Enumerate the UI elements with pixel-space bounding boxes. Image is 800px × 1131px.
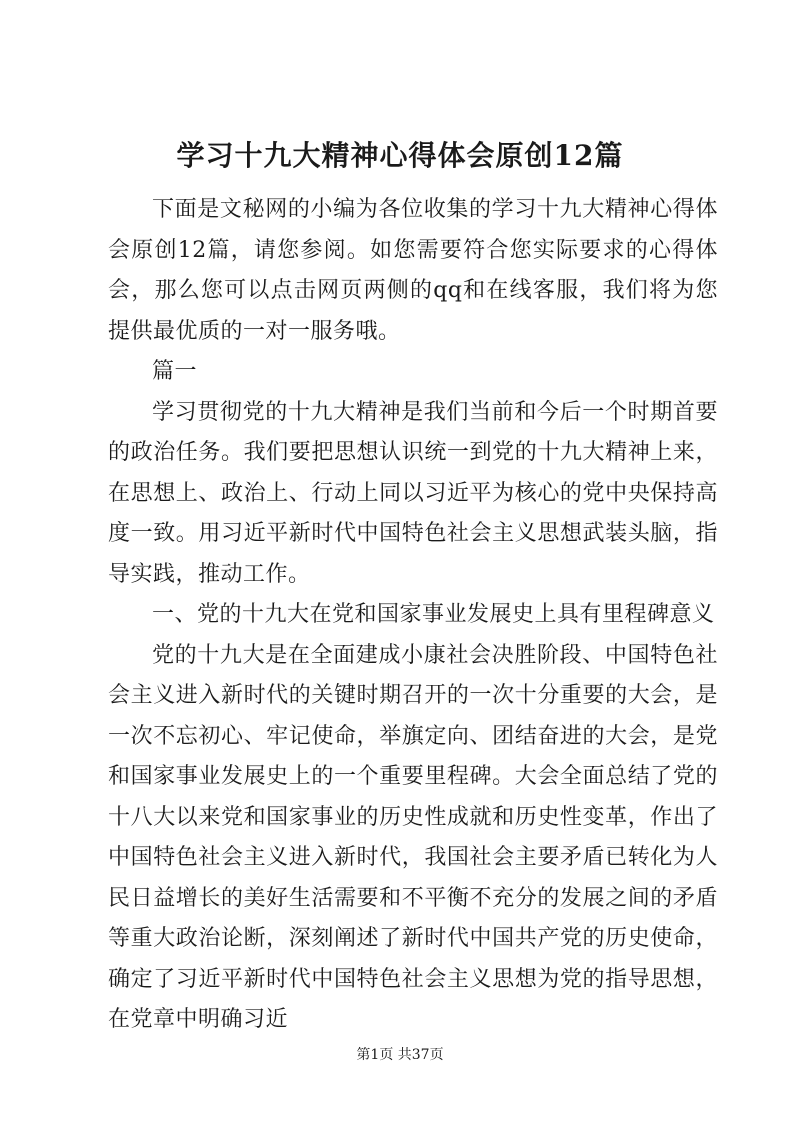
paragraph-subheading: 一、党的十九大在党和国家事业发展史上具有里程碑意义: [152, 602, 715, 627]
paragraph-section-heading: 篇一: [152, 359, 198, 384]
paragraph-intro: 下面是文秘网的小编为各位收集的学习十九大精神心得体会原创12篇，请您参阅。如您需要符合您实际要求的心得体会，那么您可以点击网页两侧的qq和在线客服，我们将为您提供最优质的一对一服务哦。: [108, 197, 718, 344]
paragraph-1: 学习贯彻党的十九大精神是我们当前和今后一个时期首要的政治任务。我们要把思想认识统一到党的十九大精神上来，在思想上、政治上、行动上同以习近平为核心的党中央保持高度一致。用习近平新时代中国特色社会主义思想武装头脑，指导实践，推动工作。: [108, 399, 718, 587]
document-title: 学习十九大精神心得体会原创12篇: [176, 139, 624, 172]
page-footer: 第1页 共37页: [356, 1047, 444, 1063]
paragraph-2: 党的十九大是在全面建成小康社会决胜阶段、中国特色社会主义进入新时代的关键时期召开的一次十分重要的大会，是一次不忘初心、牢记使命，举旗定向、团结奋进的大会，是党和国家事业发展史上的一个重要里程碑。大会全面总结了党的十八大以来党和国家事业的历史性成就和历史性变革，作出了中国特色社会主义进入新时代，我国社会主要矛盾已转化为人民日益增长的美好生活需要和不平衡不充分的发展之间的矛盾等重大政治论断，深刻阐述了新时代中国共产党的历史使命，确定了习近平新时代中国特色社会主义思想为党的指导思想，在党章中明确习近: [108, 642, 718, 1032]
document-body: [108, 190, 718, 1041]
